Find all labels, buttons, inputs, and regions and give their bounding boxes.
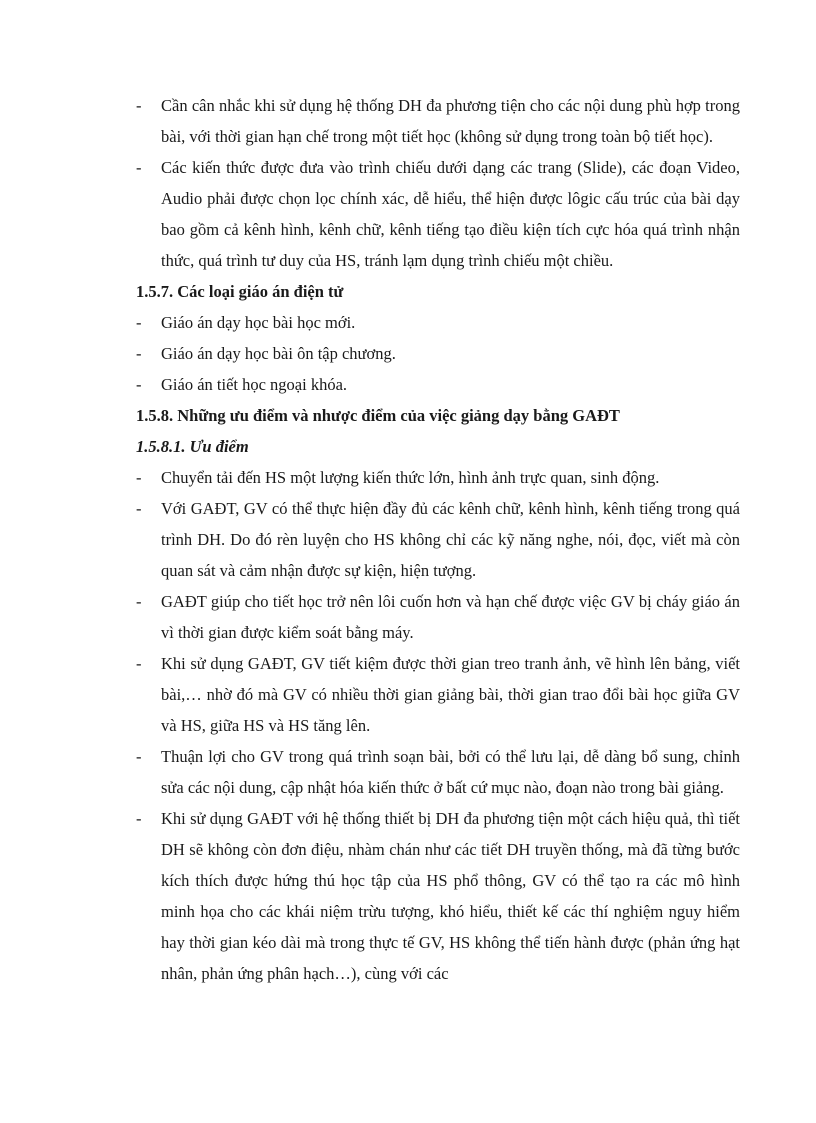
list-item [136,307,740,338]
bullet-dash: - [136,313,142,332]
subsection-heading-advantages: 1.5.8.1. Ưu điểm [136,437,249,456]
list-item [136,586,740,648]
bullet-dash: - [136,344,142,363]
bullet-dash: - [136,809,142,828]
list-item [136,803,740,989]
list-item [136,648,740,741]
list-item-text: Với GAĐT, GV có thể thực hiện đầy đủ các kênh chữ, kênh hình, kênh tiếng trong quá trình DH. Do đó rèn luyện cho HS không chỉ các kỹ năng nghe, nói, đọc, viết mà còn quan sát và cảm nhận được sự kiện, hiện tượng. [161,499,740,580]
bullet-dash: - [136,96,142,115]
section-heading-1-5-7: 1.5.7. Các loại giáo án điện tử [136,282,344,301]
list-item-text: Chuyển tải đến HS một lượng kiến thức lớn, hình ảnh trực quan, sinh động. [161,468,660,487]
bullet-dash: - [136,158,142,177]
list-item-text: Khi sử dụng GAĐT, GV tiết kiệm được thời gian treo tranh ảnh, vẽ hình lên bảng, viết bài,… nhờ đó mà GV có nhiều thời gian giảng bài, thời gian trao đổi bài học giữa GV và HS, giữa HS và HS tăng lên. [161,654,740,735]
list-item-text: GAĐT giúp cho tiết học trở nên lôi cuốn hơn và hạn chế được việc GV bị cháy giáo án vì thời gian được kiểm soát bằng máy. [161,592,740,642]
list-item [136,90,740,152]
list-item-text: Cần cân nhắc khi sử dụng hệ thống DH đa phương tiện cho các nội dung phù hợp trong bài, với thời gian hạn chế trong một tiết học (không sử dụng trong toàn bộ tiết học). [161,96,740,146]
list-item [136,493,740,586]
list-item-text: Giáo án tiết học ngoại khóa. [161,375,348,394]
list-item [136,338,740,369]
list-item [136,462,740,493]
bullet-dash: - [136,747,142,766]
list-item [136,741,740,803]
page-content [136,90,740,989]
list-item-text: Khi sử dụng GAĐT với hệ thống thiết bị DH đa phương tiện một cách hiệu quả, thì tiết DH sẽ không còn đơn điệu, nhàm chán như các tiết DH truyền thống, mà đã từng bước kích thích được hứng thú học tập của HS phổ thông, GV có thể tạo ra các mô hình minh họa cho các khái niệm trừu tượng, khó hiểu, thiết kế các thí nghiệm nguy hiểm hay thời gian kéo dài mà trong thực tế GV, HS không thể tiến hành được (phản ứng hạt nhân, phản ứng phân hạch…), cùng với các [161,809,740,983]
bullet-dash: - [136,499,142,518]
bullet-dash: - [136,654,142,673]
list-item [136,369,740,400]
list-item-text: Giáo án dạy học bài ôn tập chương. [161,344,396,363]
list-item-text: Thuận lợi cho GV trong quá trình soạn bài, bởi có thể lưu lại, dễ dàng bổ sung, chỉnh sửa các nội dung, cập nhật hóa kiến thức ở bất cứ mục nào, đoạn nào trong bài giảng. [161,747,740,797]
list-item [136,152,740,276]
section-heading-1-5-8: 1.5.8. Những ưu điểm và nhược điểm của việc giảng dạy bằng GAĐT [136,406,620,425]
bullet-dash: - [136,592,142,611]
bullet-dash: - [136,468,142,487]
list-item-text: Giáo án dạy học bài học mới. [161,313,356,332]
list-item-text: Các kiến thức được đưa vào trình chiếu dưới dạng các trang (Slide), các đoạn Video, Audio phải được chọn lọc chính xác, dễ hiểu, thể hiện được lôgic cấu trúc của bài dạy bao gồm cả kênh hình, kênh chữ, kênh tiếng tạo điều kiện tích cực hóa quá trình nhận thức, quá trình tư duy của HS, tránh lạm dụng trình chiếu một chiều. [161,158,740,270]
bullet-dash: - [136,375,142,394]
